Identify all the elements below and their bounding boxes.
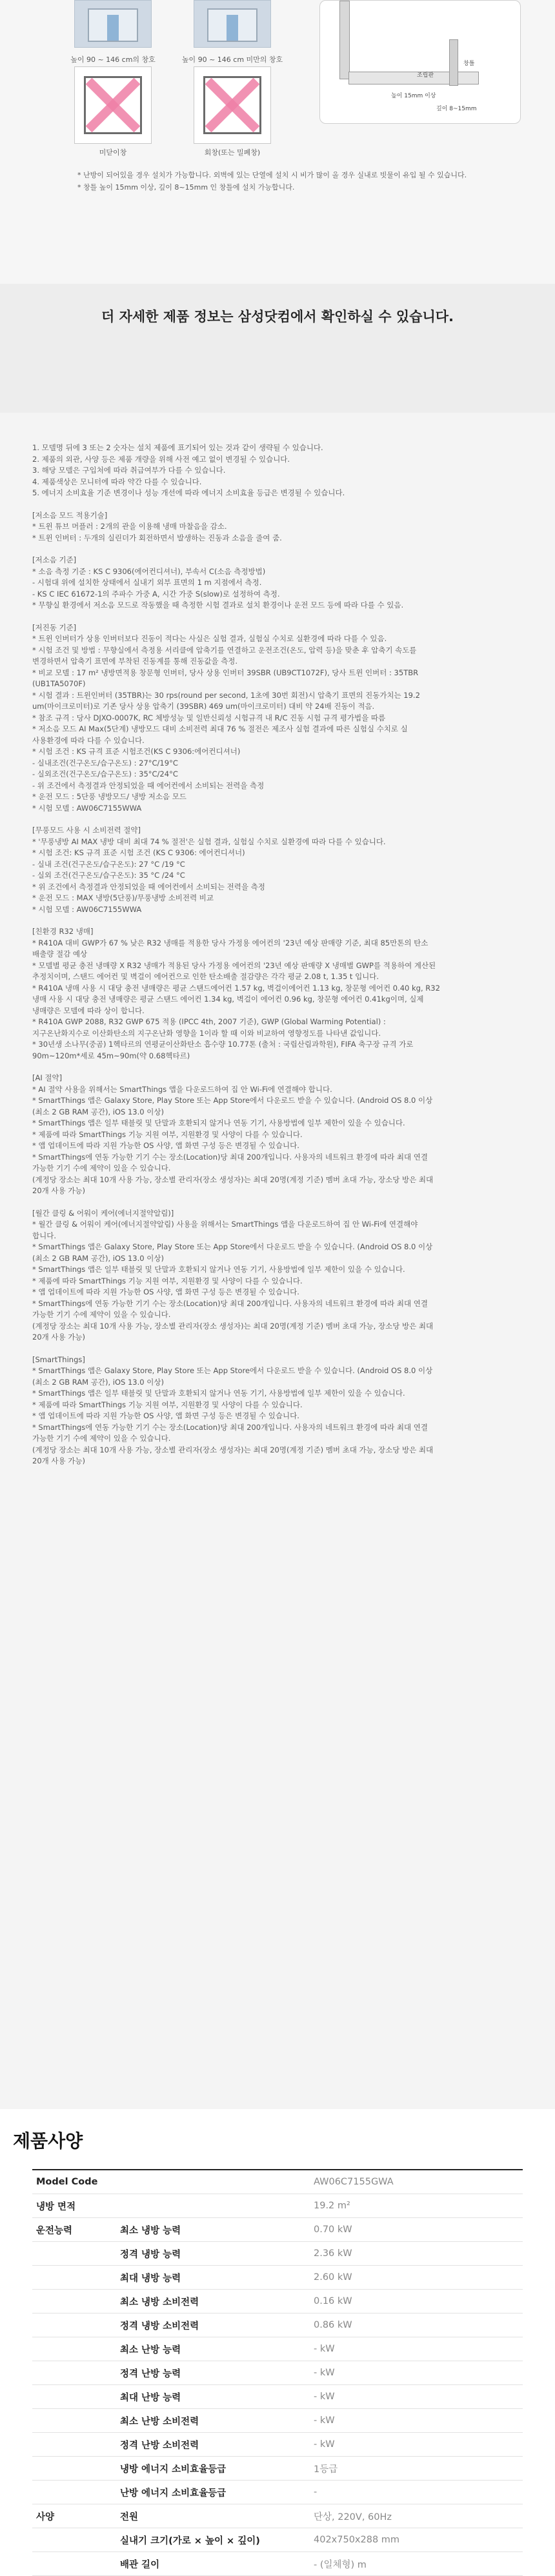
spec-label: 배관 길이 [120, 2559, 160, 2570]
diagram-label-height: 높이 15mm 이상 [391, 93, 436, 99]
note-line: * SmartThings 앱은 일부 태블릿 및 단말과 호환되지 않거나 연동 기기, 사용방법에 일부 제한이 있을 수 있습니다. [32, 1118, 405, 1127]
note-line: * 시험 결과 : 트윈인버터 (35TBR)는 30 rps(round per second, 1초에 30번 회전)시 압축기 표면의 진동가치는 19.2 [32, 690, 420, 700]
spec-value: - kW [314, 2392, 335, 2402]
spec-category: 냉방 면적 [36, 2201, 76, 2212]
spec-value: 19.2 m² [314, 2201, 350, 2211]
note-line: 90m~120m*세로 45m~90m(약 0.68헥타르) [32, 1051, 190, 1060]
note-line: [SmartThings] [32, 1354, 85, 1364]
frame-vertical-graphic [339, 1, 350, 79]
note-line: * R410A 냉매 사용 시 대당 충전 냉매량은 평균 스탠드에어컨 1.57 kg, 벽걸이에어컨 1.13 kg, 창문형 에어컨 0.40 kg, R32 [32, 983, 440, 993]
note-line: * 저소음 모드 AI Max(5단계) 냉방모드 대비 소비전력 최대 76 % 절전은 제조사 실험 결과에 따른 실험실 수치로 실 [32, 724, 408, 733]
note-line: * 트윈 인버터가 상용 인버터보다 진동이 적다는 사실은 실험 결과, 실험실 수치로 실환경에 따라 다를 수 있음. [32, 634, 387, 643]
note-line: (최소 2 GB RAM 공간), iOS 13.0 이상) [32, 1107, 164, 1116]
note-line: 추정치이며, 스탠드 에어컨 및 벽걸이 에어컨으로 인한 탄소배출 절감량은 각각 평균 2.08 t, 1.35 t 입니다. [32, 972, 379, 981]
note-line: [저진동 기준] [32, 622, 77, 632]
note-line: 3. 해당 모델은 구입처에 따라 취급여부가 다를 수 있습니다. [32, 466, 226, 475]
spec-category [32, 2290, 120, 2313]
note-line: 4. 제품색상은 모니터에 따라 약간 다를 수 있습니다. [32, 477, 202, 486]
spec-row [32, 2170, 523, 2194]
note-line: [AI 절약] [32, 1073, 63, 1082]
spec-category [32, 2528, 120, 2552]
note-line: [친환경 R32 냉매] [32, 927, 94, 936]
spec-category [32, 2457, 120, 2481]
spec-value: AW06C7155GWA [314, 2177, 394, 2187]
spec-row [32, 2409, 523, 2433]
spec-row [32, 2242, 523, 2266]
install-caption-right: 높이 90 ~ 146 cm 미만의 창호 [181, 55, 283, 64]
not-allowed-caption-left: 미닫이창 [99, 148, 127, 157]
note-line: 냉매량은 모델에 따라 상이 합니다. [32, 1006, 145, 1015]
note-line: [무풍모드 사용 시 소비전력 절약] [32, 826, 141, 835]
spec-value: - kW [314, 2415, 335, 2426]
spec-category: 사양 [36, 2512, 55, 2522]
disclaimer-notes [32, 442, 523, 1467]
frame-sill-graphic [348, 72, 479, 84]
install-footnotes [77, 169, 490, 193]
spec-value: 0.86 kW [314, 2320, 352, 2330]
note-line: * SmartThings 앱은 일부 태블릿 및 단말과 호환되지 않거나 연동 기기, 사용방법에 일부 제한이 있을 수 있습니다. [32, 1389, 405, 1398]
spec-value: - (일체형) m [314, 2559, 367, 2570]
note-line: * 앱 업데이트에 따라 지원 가능한 OS 사양, 앱 화면 구성 등은 변경될 수 있습니다. [32, 1141, 299, 1150]
diagram-label-rail: 조립판 [417, 72, 434, 79]
spec-label: 정격 난방 능력 [120, 2368, 181, 2379]
spec-label: 난방 에너지 소비효율등급 [120, 2488, 227, 2499]
note-line: 20개 사용 가능) [32, 1456, 85, 1465]
note-line: 가능한 기기 수에 제약이 있을 수 있습니다. [32, 1164, 171, 1173]
not-allowed-caption-right: 회창(또는 밀폐창) [204, 148, 261, 157]
note-line: 합니다. [32, 1231, 56, 1240]
note-line: (UB1TA5070F) [32, 679, 86, 688]
spec-value: 402x750x288 mm [314, 2535, 400, 2545]
spec-row [32, 2290, 523, 2313]
spec-row [32, 2361, 523, 2385]
note-line: - 시험대 위에 설치한 상태에서 실내기 외부 표면의 1 m 지점에서 측정. [32, 578, 262, 587]
spec-row [32, 2481, 523, 2504]
info-banner-section [0, 284, 555, 413]
spec-category [32, 2552, 120, 2576]
spec-label: 최소 냉방 능력 [120, 2225, 181, 2236]
note-line: * '무풍냉방 AI MAX 냉방 대비 최대 74 % 절전'은 실험 결과, 실험실 수치로 실환경에 따라 다를 수 있습니다. [32, 837, 386, 846]
install-photo-right [194, 0, 271, 48]
note-line: * 제품에 따라 SmartThings 기능 지원 여부, 지원환경 및 사양이 다를 수 있습니다. [32, 1276, 303, 1285]
spec-category [32, 2481, 120, 2504]
note-line: * 시험 조건 : KS 규격 표준 시험조건(KS C 9306:에어컨디셔너) [32, 747, 241, 756]
footnote-1: * 난방이 되어있을 경우 설치가 가능합니다. 외벽에 있는 단열에 설치 시 비가 많이 올 경우 실내로 빗물이 유입 될 수 있습니다. [77, 171, 467, 179]
frame-rail-graphic [449, 39, 458, 86]
spec-label [120, 2170, 314, 2194]
note-line: - KS C IEC 61672-1의 주파수 가중 A, 시간 가중 S(slow)로 설정하여 측정. [32, 589, 280, 599]
note-line: * 운전 모드 : 5단풍 냉방모드/ 냉방 저소음 모드 [32, 792, 187, 801]
note-line: * 위 조건에서 측정결과 안정되었을 때 에어컨에서 소비되는 전력을 측정 [32, 882, 265, 891]
note-line: * AI 절약 사용을 위해서는 SmartThings 앱을 다운로드하여 집 안 Wi-Fi에 연결해야 합니다. [32, 1084, 332, 1094]
note-line: * 시험 모델 : AW06C7155WWA [32, 904, 142, 914]
spec-category [32, 2433, 120, 2457]
note-line: * 트윈 튜브 머플러 : 2개의 관을 이용해 냉매 마찰음을 감소. [32, 522, 227, 531]
note-line: * 제품에 따라 SmartThings 기능 지원 여부, 지원환경 및 사양이 다를 수 있습니다. [32, 1129, 303, 1139]
spec-label: 실내기 크기(가로 × 높이 × 깊이) [120, 2535, 260, 2546]
note-line: [월간 클링 & 어워이 케어(에너지절약알림)] [32, 1208, 174, 1218]
note-line: * SmartThings에 연동 가능한 기기 수는 장소(Location)당 최대 200개입니다. 사용자의 네트워크 환경에 따라 최대 연결 [32, 1422, 428, 1432]
note-line: * SmartThings에 연동 가능한 기기 수는 장소(Location)당 최대 200개입니다. 사용자의 네트워크 환경에 따라 최대 연결 [32, 1152, 428, 1162]
note-spacer [32, 1062, 523, 1073]
note-line: * 비교 모델 : 17 m² 냉방면적용 창문형 인버터, 당사 상용 인버터 39SBR (UB9CT1072F), 당사 트윈 인버터 : 35TBR [32, 668, 419, 677]
note-spacer [32, 814, 523, 825]
spec-row [32, 2385, 523, 2409]
spec-row [32, 2528, 523, 2552]
note-line: * 참조 규격 : 당사 DJXO-0007K, RC 체방성능 및 일반신뢰성 시험규격 내 R/C 진동 시험 규격 평가법을 따름 [32, 713, 386, 722]
note-line: - 실외 조건(건구온도/습구온도): 35 °C /24 °C [32, 871, 185, 880]
note-line: - 실외조건(건구온도/습구온도) : 35°C/24°C [32, 769, 178, 778]
spec-label: 정격 냉방 소비전력 [120, 2321, 199, 2332]
spec-table [32, 2169, 523, 2576]
spec-category [32, 2385, 120, 2409]
not-allowed-sliding-window [74, 66, 152, 144]
note-line: * SmartThings 앱은 Galaxy Store, Play Store 또는 App Store에서 다운로드 받을 수 있습니다. (Android OS 8.0 이상 [32, 1096, 433, 1105]
note-line: 변경하면서 압축기 표면에 부착된 진동계를 통해 진동값을 측정. [32, 657, 238, 666]
spec-label: 최대 냉방 능력 [120, 2273, 181, 2284]
note-line: 냉매 사용 시 대당 충전 냉매량은 평균 스탠드 에어컨 1.34 kg, 벽걸이 에어컨 0.96 kg, 창문형 에어컨 0.41kg이며, 실제 [32, 995, 424, 1004]
note-line: 1. 모델명 뒤에 3 또는 2 숫자는 설치 제품에 표기되어 있는 것과 같이 생략될 수 있습니다. [32, 443, 323, 452]
spec-value: - kW [314, 2344, 335, 2354]
note-line: * 무향실 환경에서 저소음 모드로 작동했을 때 측정한 시험 결과로 설치 환경이나 운전 모드 등에 따라 다를 수 있음. [32, 600, 404, 609]
note-line: * 앱 업데이트에 따라 지원 가능한 OS 사양, 앱 화면 구성 등은 변경될 수 있습니다. [32, 1411, 299, 1420]
note-line: um(마이크로미터)로 기존 당사 상용 압축기 (39SBR) 469 um(마이크로미터) 대비 약 24배 진동이 적음. [32, 702, 375, 711]
note-line: (계정당 장소는 최대 10개 사용 가능, 장소별 관리자(장소 생성자)는 최대 20명(계정 기준) 멤버 초대 가능, 장소당 방은 최대 [32, 1321, 434, 1331]
diagram-label-frame: 창틀 [463, 61, 475, 67]
spec-row [32, 2433, 523, 2457]
note-line: 2. 제품의 외관, 사양 등은 제품 개량을 위해 사전 예고 없이 변경될 수 있습니다. [32, 454, 290, 464]
spec-title: 제품사양 [13, 2130, 83, 2152]
spec-value: 0.70 kW [314, 2224, 352, 2235]
spec-row [32, 2218, 523, 2242]
note-spacer [32, 915, 523, 926]
note-line: 가능한 기기 수에 제약이 있을 수 있습니다. [32, 1310, 171, 1319]
spec-label: 최대 난방 능력 [120, 2392, 181, 2403]
spec-row [32, 2504, 523, 2528]
spec-category [32, 2242, 120, 2266]
footnote-2: * 창틀 높이 15mm 이상, 깊이 8~15mm 인 창틀에 설치 가능합니다. [77, 183, 295, 192]
note-spacer [32, 1197, 523, 1208]
note-line: (최소 2 GB RAM 공간), iOS 13.0 이상) [32, 1253, 164, 1263]
spec-label [120, 2194, 314, 2218]
spec-value: 2.60 kW [314, 2272, 352, 2283]
spec-row [32, 2194, 523, 2218]
spec-category [32, 2337, 120, 2361]
note-line: * 제품에 따라 SmartThings 기능 지원 여부, 지원환경 및 사양이 다를 수 있습니다. [32, 1400, 303, 1409]
note-line: (계정당 장소는 최대 10개 사용 가능, 장소별 관리자(장소 생성자)는 최대 20명(계정 기준) 멤버 초대 가능, 장소당 방은 최대 [32, 1174, 434, 1184]
note-line: * 30년생 소나무(중곰) 1헥타르의 연평균이산화탄소 흡수량 10.77톤 (출처 : 국립산림과학원), FIFA 축구장 규격 가로 [32, 1040, 414, 1049]
note-line: (최소 2 GB RAM 공간), iOS 13.0 이상) [32, 1377, 164, 1387]
note-spacer [32, 499, 523, 510]
note-line: * 트윈 인버터 : 두개의 실린더가 회전하면서 발생하는 진동과 소음을 줄여 줌. [32, 533, 282, 542]
spec-label: 전원 [120, 2512, 139, 2522]
spec-category: 운전능력 [36, 2225, 73, 2236]
note-line: [저소음 모드 적용기술] [32, 510, 108, 520]
spec-label: 최소 난방 소비전력 [120, 2416, 199, 2427]
spec-row [32, 2457, 523, 2481]
note-line: 5. 에너지 소비효율 기준 변경이나 성능 개선에 따라 에너지 소비효율 등급은 변경될 수 있습니다. [32, 488, 345, 497]
spec-row [32, 2266, 523, 2290]
note-line: * 소음 측정 기준 : KS C 9306(에어컨디셔너), 부속서 C(소음 측정방법) [32, 566, 266, 576]
spec-value: 단상, 220V, 60Hz [314, 2512, 392, 2522]
note-spacer [32, 611, 523, 622]
diagram-label-depth: 깊이 8~15mm [436, 106, 477, 112]
note-line: * SmartThings 앱은 Galaxy Store, Play Store 또는 App Store에서 다운로드 받을 수 있습니다. (Android OS 8.0 이상 [32, 1366, 433, 1375]
note-line: * SmartThings에 연동 가능한 기기 수는 장소(Location)당 최대 200개입니다. 사용자의 네트워크 환경에 따라 최대 연결 [32, 1298, 428, 1308]
note-line: 가능한 기기 수에 제약이 있을 수 있습니다. [32, 1434, 171, 1443]
spec-value: 2.36 kW [314, 2248, 352, 2259]
spec-row [32, 2552, 523, 2576]
note-line: * R410A 대비 GWP가 67 % 낮은 R32 냉매를 적용한 당사 가정용 에어컨의 '23년 예상 판매량 기준, 최대 85만톤의 탄소 [32, 938, 429, 947]
note-line: 배출량 절감 예상 [32, 949, 88, 958]
spec-label: 냉방 에너지 소비효율등급 [120, 2464, 227, 2475]
note-line: (계정당 장소는 최대 10개 사용 가능, 장소별 관리자(장소 생성자)는 최대 20명(계정 기준) 멤버 초대 가능, 장소당 방은 최대 [32, 1445, 434, 1454]
spec-label: 최소 냉방 소비전력 [120, 2297, 199, 2308]
spec-label: 최소 난방 능력 [120, 2344, 181, 2355]
note-line: - 실내 조건(건구온도/습구온도): 27 °C /19 °C [32, 859, 185, 869]
note-line: 지구온난화지수로 이산화탄소의 지구온난화 영향을 1이라 할 때 이와 비교하여 영향정도를 나타낸 값입니다. [32, 1028, 381, 1038]
spec-value: 0.16 kW [314, 2296, 352, 2306]
not-allowed-sealed-window [194, 66, 271, 144]
spec-category [32, 2266, 120, 2290]
spec-category [32, 2409, 120, 2433]
note-line: * 모델별 평균 충전 냉매량 X R32 냉매가 적용된 당사 가정용 에어컨의 '23년 예상 판매량 X 냉매별 GWP를 적용하여 계산된 [32, 960, 436, 970]
spec-label: 정격 난방 소비전력 [120, 2440, 199, 2451]
note-line: * 시험 모델 : AW06C7155WWA [32, 803, 142, 813]
window-frame-diagram [319, 0, 521, 124]
note-line: * 앱 업데이트에 따라 지원 가능한 OS 사양, 앱 화면 구성 등은 변경될 수 있습니다. [32, 1287, 299, 1296]
spec-value: - [314, 2487, 318, 2497]
note-line: [저소음 기준] [32, 555, 77, 564]
note-line: 20개 사용 가능) [32, 1186, 85, 1195]
note-line: - 위 조건에서 측정결과 안정되었을 때 에어컨에서 소비되는 전력을 측정 [32, 780, 265, 790]
aircon-unit-graphic [107, 15, 119, 41]
note-spacer [32, 1343, 523, 1354]
spec-value: - kW [314, 2439, 335, 2450]
spec-category [32, 2361, 120, 2385]
install-photo-left [74, 0, 152, 48]
spec-category [32, 2313, 120, 2337]
aircon-unit-graphic [227, 15, 238, 41]
note-line: * SmartThings 앱은 일부 태블릿 및 단말과 호환되지 않거나 연동 기기, 사용방법에 일부 제한이 있을 수 있습니다. [32, 1265, 405, 1274]
note-line: - 실내조건(건구온도/습구온도) : 27°C/19°C [32, 758, 178, 768]
note-line: 20개 사용 가능) [32, 1333, 85, 1342]
note-line: 사용환경에 따라 다를 수 있습니다. [32, 735, 145, 745]
spec-row [32, 2337, 523, 2361]
note-line: * R410A GWP 2088, R32 GWP 675 적용 (IPCC 4th, 2007 기준), GWP (Global Warming Potential) : [32, 1017, 386, 1026]
spec-value: 1등급 [314, 2464, 338, 2475]
note-line: * 운전 모드 : MAX 냉방(5단풍)/무풍냉방 소비전력 비교 [32, 893, 214, 902]
note-line: * SmartThings 앱은 Galaxy Store, Play Store 또는 App Store에서 다운로드 받을 수 있습니다. (Android OS 8.0 이상 [32, 1242, 433, 1251]
spec-value: - kW [314, 2368, 335, 2378]
spec-label: 정격 냉방 능력 [120, 2249, 181, 2260]
note-line: * 월간 클링 & 어워이 케어(에너지절약알림) 사용을 위해서는 SmartThings 앱을 다운로드하여 집 안 Wi-Fi에 연결해야 [32, 1220, 418, 1229]
note-line: * 시험 조건: KS 규격 표준 시험 조건 (KS C 9306: 에어컨디셔너) [32, 848, 245, 857]
note-line: * 시험 조건 및 방법 : 무향실에서 측정용 서리클에 압축기를 연결하고 운전조건(온도, 압력 등)을 맞춘 후 압축기 속도를 [32, 645, 417, 655]
spec-category: Model Code [36, 2177, 98, 2187]
note-spacer [32, 544, 523, 555]
more-info-banner: 더 자세한 제품 정보는 삼성닷컴에서 확인하실 수 있습니다. [101, 309, 454, 324]
install-caption-left: 높이 90 ~ 146 cm의 창호 [70, 55, 156, 64]
spec-row [32, 2313, 523, 2337]
